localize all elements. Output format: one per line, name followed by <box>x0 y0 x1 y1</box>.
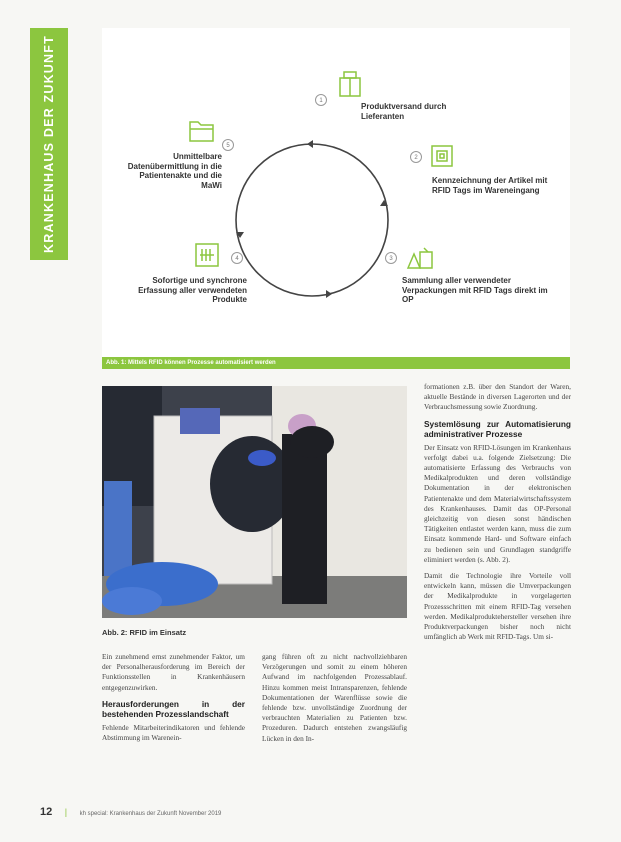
footer-meta: kh special: Krankenhaus der Zukunft November 2019 <box>79 811 222 817</box>
step-1-label: Produktversand durch Lieferanten <box>361 102 447 121</box>
step-3-number: 3 <box>385 252 397 264</box>
figure-caption: Abb. 1: Mittels RFID können Prozesse automatisiert werden <box>102 357 570 369</box>
station-screen <box>180 408 220 434</box>
footer-separator: | <box>64 807 68 817</box>
scanner-icon <box>196 244 218 266</box>
waste-bin <box>104 481 132 576</box>
col1-heading: Herausforderungen in der bestehenden Prozesslandschaft <box>102 698 245 719</box>
col3-heading: Systemlösung zur Automatisierung administrativer Prozesse <box>424 418 571 439</box>
column-1 <box>102 652 245 749</box>
step-4-label: Sofortige und synchrone Erfassung aller verwendeten Produkte <box>138 276 247 304</box>
cycle-ring <box>236 144 388 296</box>
step-2-number: 2 <box>410 151 422 163</box>
step-5-label: Unmittelbare Datenübermittlung in die Patientenakte und die MaWi <box>127 152 222 190</box>
step-3-label: Sammlung aller verwendeter Verpackungen mit RFID Tags direkt im OP <box>402 276 548 304</box>
cycle-arrow <box>326 290 332 298</box>
step-1-number: 1 <box>315 94 327 106</box>
col1-paragraph: Fehlende Mitarbeiterindikatoren und fehlende Abstimmung im Warenein- <box>102 722 245 743</box>
section-title: KRANKENHAUS DER ZUKUNFT <box>42 35 56 253</box>
column-2 <box>262 652 407 750</box>
page-number: 12 <box>40 806 53 818</box>
rfid-photo <box>102 386 407 618</box>
col3-paragraph: formationen z.B. über den Standort der Waren, aktuelle Bestände in diversen Lagerorten und der Verbrauchsmessung sowie Zuordnung. <box>424 382 571 412</box>
col3-paragraph: Der Einsatz von RFID-Lösungen im Krankenhaus verfolgt dabei u.a. folgende Zielsetzung: Die automatisierte Erfassung des Verbrauchs von Medikalprodukten und deren vollständige Dokumentation in der elektronischen Patientenakte und dem Materialwirtschaftssystem des Krankenhauses. Damit das OP-Personal gleichzeitig von diesen sonst händischen Tätigkeiten entlastet werden kann, muss die zum Einsatz kommende Hard- und Software einfach zu bedienen sein und Grundlagen standgriffe eliminiert werden (s. Abb. 2). <box>424 442 571 564</box>
col1-paragraph: Ein zunehmend ernst zunehmender Faktor, um der Personalherausforderung im Bereich der Funktionsstellen in Krankenhäusern entgegenzuwirken. <box>102 652 245 692</box>
folder-icon <box>190 122 213 141</box>
column-3 <box>424 382 571 648</box>
cycle-arrow <box>307 140 313 148</box>
rfid-tag-icon <box>432 146 452 166</box>
photo-caption: Abb. 2: RFID im Einsatz <box>102 628 187 637</box>
collection-icon <box>408 248 432 268</box>
person <box>282 434 327 604</box>
col2-paragraph: gang führen oft zu nicht nachvollziehbaren Verzögerungen und somit zu einem höheren Aufwand im nachfolgenden Prozessablauf. Hinzu kommen meist Intransparenzen, fehlende Dokumentationen der Warenflüsse sowie die fehlende bzw. unvollständige Zuordnung der verbrauchten Materialien zu Patienten bzw. Prozeduren. Dadurch entstehen zwangsläufig Lücken in den In- <box>262 652 407 743</box>
step-5-number: 5 <box>222 139 234 151</box>
process-figure <box>102 28 570 368</box>
photo-illustration <box>102 386 407 618</box>
step-4-number: 4 <box>231 252 243 264</box>
step-2-label: Kennzeichnung der Artikel mit RFID Tags im Wareneingang <box>432 176 548 195</box>
page-footer <box>40 806 221 818</box>
box-icon <box>340 72 360 96</box>
col3-paragraph: Damit die Technologie ihre Vorteile voll entwickeln kann, müssen die Umverpackungen der Medikalprodukte in vorgelagerten Prozessschritten mit einem RFID-Tag versehen werden. Medikalproduktehersteller versehen ihre Produktverpackungen bisher noch nicht umfänglich ab Werk mit RFID-Tags. Um si- <box>424 571 571 642</box>
